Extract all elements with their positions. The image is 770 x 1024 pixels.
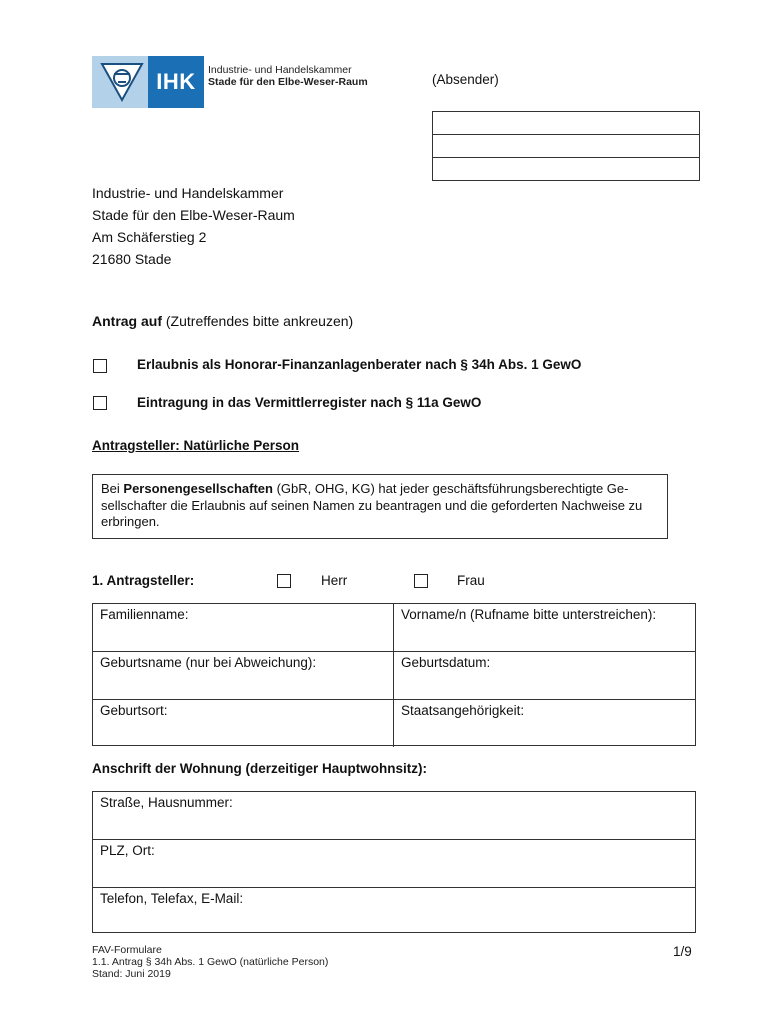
antrag-title: Antrag auf — [92, 313, 162, 329]
table-row — [93, 840, 695, 888]
footer — [92, 944, 328, 980]
table-row — [93, 604, 695, 652]
option-eintragung-checkbox[interactable] — [93, 396, 107, 410]
field-familienname[interactable]: Familienname: — [93, 604, 394, 651]
logo-caption — [208, 64, 368, 88]
ihk-logo-text: IHK — [148, 56, 204, 108]
footer-line: Stand: Juni 2019 — [92, 968, 171, 980]
page-number: 1/9 — [673, 944, 692, 959]
field-staatsangehoerigkeit[interactable]: Staatsangehörigkeit: — [401, 703, 525, 718]
salutation-frau-label: Frau — [457, 573, 485, 588]
applicant-section-title: Antragsteller: Natürliche Person — [92, 438, 300, 453]
field-geburtsname[interactable]: Geburtsname (nur bei Abweichung): — [93, 652, 394, 699]
field-geburtsort[interactable]: Geburtsort: — [93, 700, 394, 747]
sender-fields — [432, 111, 700, 181]
option-eintragung-label: Eintragung in das Vermittlerregister nach § 11a GewO — [137, 395, 482, 410]
field-strasse[interactable]: Straße, Hausnummer: — [100, 795, 233, 810]
recipient-line: Industrie- und Handelskammer — [92, 185, 284, 201]
footer-line: FAV-Formulare — [92, 944, 162, 956]
table-row — [93, 700, 695, 747]
applicant-label: 1. Antragsteller: — [92, 573, 195, 588]
field-kontakt[interactable]: Telefon, Telefax, E-Mail: — [100, 891, 244, 906]
antrag-note: (Zutreffendes bitte ankreuzen) — [165, 313, 354, 329]
recipient-address — [92, 182, 295, 270]
residence-title: Anschrift der Wohnung (derzeitiger Hauptwohnsitz): — [92, 761, 427, 776]
salutation-herr-label: Herr — [321, 573, 348, 588]
sender-line-3[interactable] — [432, 157, 700, 181]
sender-label: (Absender) — [432, 72, 499, 87]
note-rest: (GbR, OHG, KG) hat jeder geschäftsführungsberechtigte Ge-sellschafter die Erlaubnis auf seinen Namen zu beantragen und die geforderten Nachweise zu erbringen. — [101, 481, 643, 529]
applicant-fields-table — [92, 603, 696, 746]
option-erlaubnis-label: Erlaubnis als Honorar-Finanzanlagenberater nach § 34h Abs. 1 GewO — [137, 357, 582, 372]
antrag-heading — [92, 313, 353, 329]
sender-line-2[interactable] — [432, 134, 700, 157]
logo-line-1: Industrie- und Handelskammer — [208, 64, 352, 76]
sender-line-1[interactable] — [432, 111, 700, 134]
option-erlaubnis-checkbox[interactable] — [93, 359, 107, 373]
field-plz-ort[interactable]: PLZ, Ort: — [100, 843, 155, 858]
partnership-note — [92, 474, 668, 539]
table-row — [93, 888, 695, 935]
salutation-herr-checkbox[interactable] — [277, 574, 291, 588]
field-vorname[interactable]: Vorname/n (Rufname bitte unterstreichen): — [401, 607, 657, 622]
field-geburtsdatum[interactable]: Geburtsdatum: — [401, 655, 491, 670]
note-bold: Personengesellschaften — [123, 481, 273, 496]
table-row — [93, 652, 695, 700]
recipient-line: Stade für den Elbe-Weser-Raum — [92, 207, 295, 223]
salutation-frau-checkbox[interactable] — [414, 574, 428, 588]
footer-line: 1.1. Antrag § 34h Abs. 1 GewO (natürliche Person) — [92, 956, 329, 968]
recipient-line: Am Schäferstieg 2 — [92, 229, 207, 245]
logo-line-2: Stade für den Elbe-Weser-Raum — [208, 76, 368, 88]
ihk-emblem-icon — [96, 60, 148, 104]
table-row — [93, 792, 695, 840]
recipient-line: 21680 Stade — [92, 251, 172, 267]
residence-fields-table — [92, 791, 696, 933]
note-prefix: Bei — [101, 481, 124, 496]
